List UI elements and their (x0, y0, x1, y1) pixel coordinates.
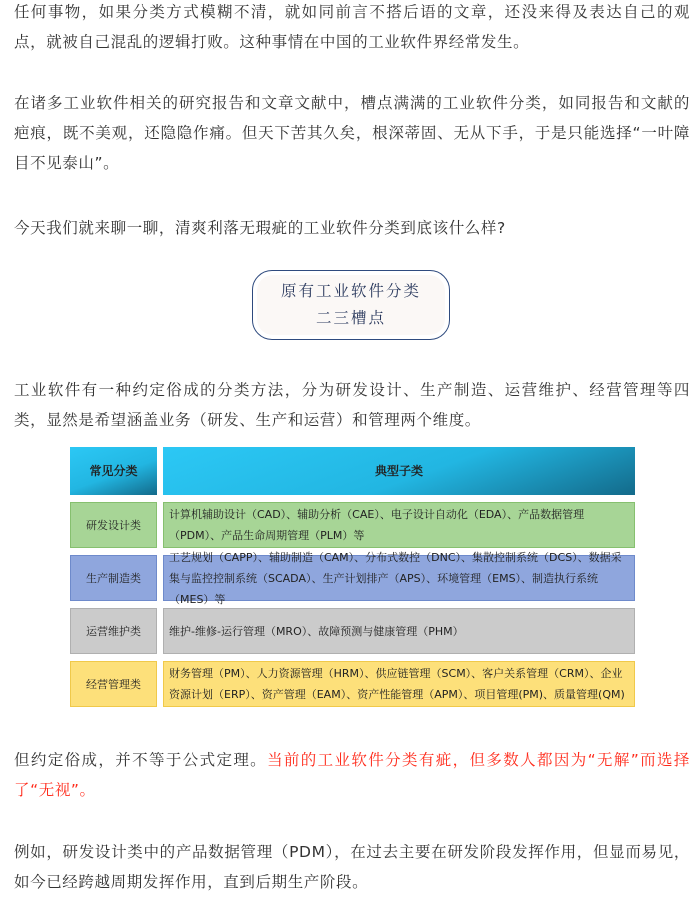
paragraph-reports: 在诸多工业软件相关的研究报告和文章文献中，槽点满满的工业软件分类，如同报告和文献的疤痕，既不美观，还隐隐作痛。但天下苦其久矣，根深蒂固、无从下手，于是只能选择“一叶障目不见泰山”。 (14, 94, 690, 172)
highlight-text: 当前的工业软件分类有疵，但多数人都因为“无解”而选择了“无视”。 (14, 751, 690, 799)
table-row-items: 财务管理（PM）、人力资源管理（HRM）、供应链管理（SCM）、客户关系管理（CRM）、企业资源计划（ERP）、资产管理（EAM）、资产性能管理（APM）、项目管理(PM)、质量管理(QM) (163, 661, 635, 707)
paragraph-convention (14, 745, 690, 805)
table-row-items: 计算机辅助设计（CAD）、辅助分析（CAE）、电子设计自动化（EDA）、产品数据管理（PDM）、产品生命周期管理（PLM）等 (163, 502, 635, 548)
table-row-category: 经营管理类 (70, 661, 157, 707)
table-row-category: 运营维护类 (70, 608, 157, 654)
convention-text: 但约定俗成，并不等于公式定理。 (14, 751, 268, 769)
paragraph-question: 今天我们就来聊一聊，清爽利落无瑕疵的工业软件分类到底该什么样? (14, 219, 506, 237)
section-title-line2: 二三槽点 (315, 309, 386, 327)
paragraph-classification: 工业软件有一种约定俗成的分类方法，分为研发设计、生产制造、运营维护、经营管理等四类，显然是希望涵盖业务（研发、生产和运营）和管理两个维度。 (14, 381, 690, 429)
table-row-items: 工艺规划（CAPP）、辅助制造（CAM）、分布式数控（DNC）、集散控制系统（DCS）、数据采集与监控控制系统（SCADA）、生产计划排产（APS）、环境管理（EMS）、制造执行系统（MES）等 (163, 555, 635, 601)
table-header-subtypes: 典型子类 (163, 447, 635, 495)
table-row-category: 研发设计类 (70, 502, 157, 548)
table-row-items: 维护-维修-运行管理（MRO）、故障预测与健康管理（PHM） (163, 608, 635, 654)
table-header-category: 常见分类 (70, 447, 157, 495)
section-title-line1: 原有工业软件分类 (280, 282, 421, 300)
table-row-category: 生产制造类 (70, 555, 157, 601)
paragraph-intro: 任何事物，如果分类方式模糊不清，就如同前言不搭后语的文章，还没来得及表达自己的观点，就被自己混乱的逻辑打败。这种事情在中国的工业软件界经常发生。 (14, 3, 690, 51)
paragraph-example: 例如，研发设计类中的产品数据管理（PDM），在过去主要在研发阶段发挥作用，但显而易见，如今已经跨越周期发挥作用，直到后期生产阶段。 (14, 843, 690, 891)
section-title-box (252, 270, 450, 340)
